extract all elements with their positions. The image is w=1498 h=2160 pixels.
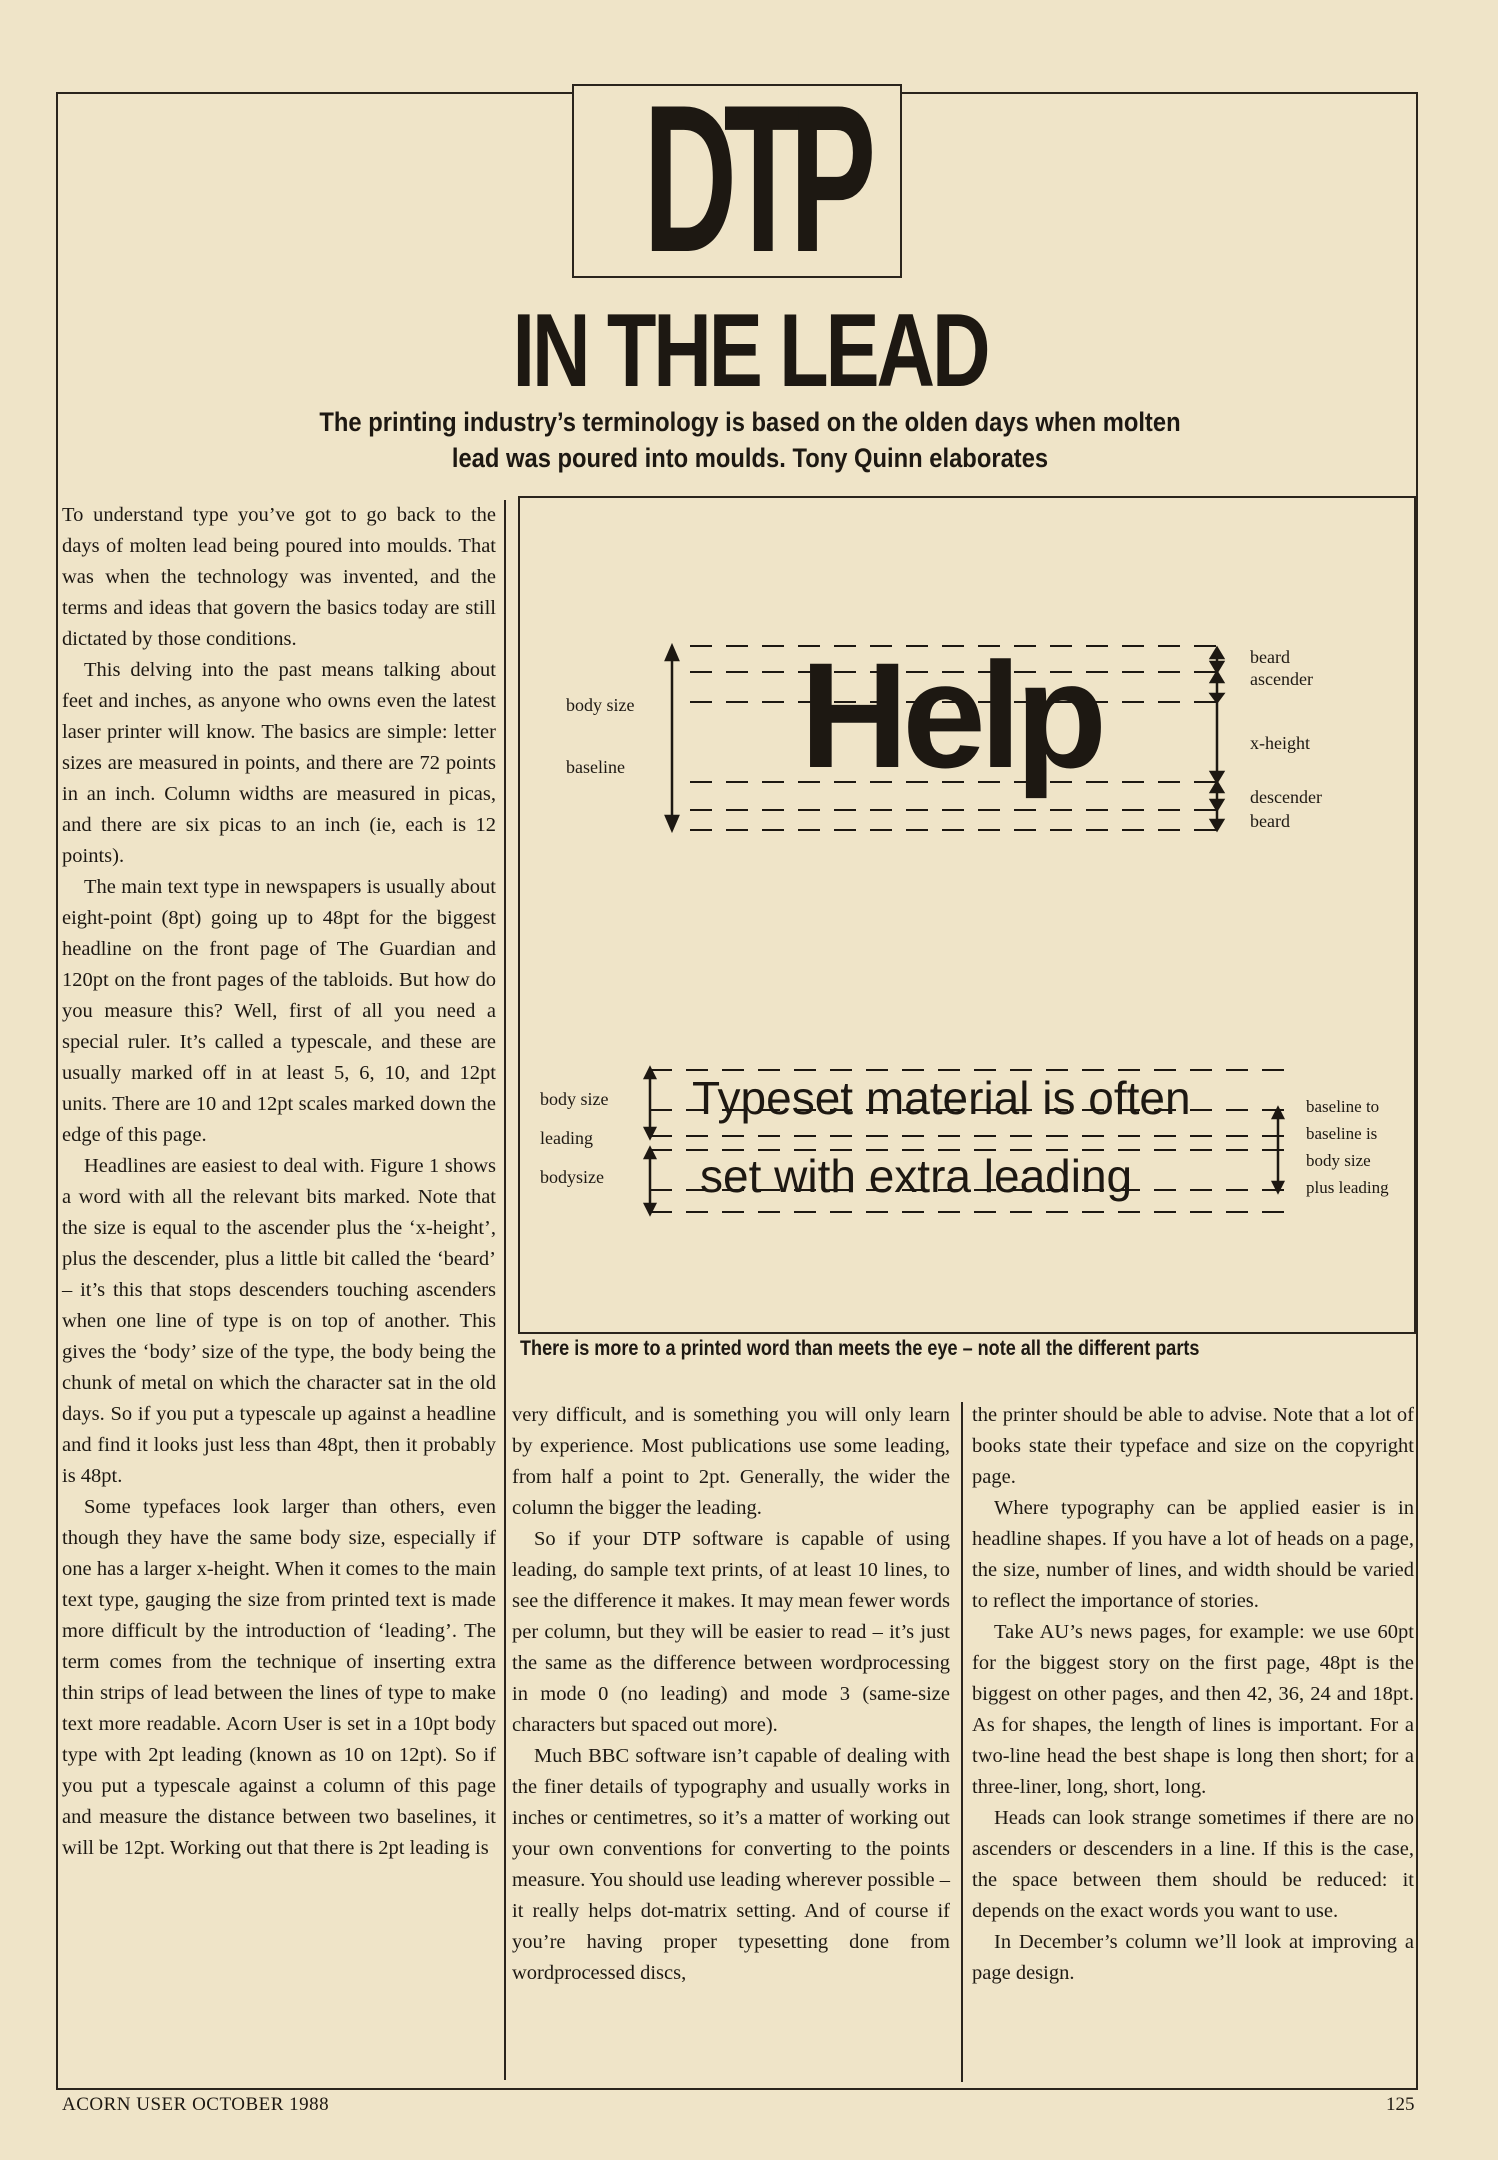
figure-label-ascender: ascender xyxy=(1250,669,1313,689)
paragraph: So if your DTP software is capable of using leading, do sample text prints, of at least 10 lines, to see the difference it makes. It may mean fewer words per column, but they will be easier to read – it’s just the same as the difference between wordprocessing in mode 0 (no leading) and mode 3 (same-size characters but spaced out more). xyxy=(512,1528,950,1736)
article-title: IN THE LEAD xyxy=(512,293,988,409)
standfirst: The printing industry’s terminology is based on the olden days when molten lead was poured into moulds. Tony Quinn elaborates xyxy=(319,407,1181,473)
figure-label-baseline: baseline xyxy=(566,757,625,777)
page-number: 125 xyxy=(1386,2094,1415,2115)
figure-label-beard-bottom: beard xyxy=(1250,811,1290,831)
paragraph: Where typography can be applied easier is in headline shapes. If you have a lot of heads on a page, the size, number of lines, and width should be varied to reflect the importance of stories. xyxy=(972,1497,1414,1612)
paragraph: Headlines are easiest to deal with. Figure 1 shows a word with all the relevant bits marked. Note that the size is equal to the ascender plus the ‘x-height’, plus the descender, plus a little bit called the ‘beard’ – it’s this that stops descenders touching ascenders when one line of type is on top of another. This gives the ‘body’ size of the type, the body being the chunk of metal on which the character sat in the old days. So if you put a typescale up against a headline and find it looks just less than 48pt, then it probably is 48pt. xyxy=(62,1155,496,1487)
figure-label-baseline-is: baseline is xyxy=(1306,1124,1378,1143)
figure-label-baseline-to: baseline to xyxy=(1306,1097,1380,1116)
figure-label-beard-top: beard xyxy=(1250,647,1290,667)
figure-line-2: set with extra leading xyxy=(700,1150,1133,1202)
figure-label-body-size-lower: body size xyxy=(540,1089,609,1109)
figure-label-bodysize: bodysize xyxy=(540,1167,604,1187)
figure-line-1: Typeset material is often xyxy=(692,1072,1191,1124)
paragraph: The main text type in newspapers is usually about eight-point (8pt) going up to 48pt for the biggest headline on the front page of The Guardian and 120pt on the front pages of the tabloids. But how do you measure this? Well, first of all you need a special ruler. It’s called a typescale, and these are usually marked off in at least 5, 6, 10, and 12pt units. There are 10 and 12pt scales marked down the edge of this page. xyxy=(62,876,496,1146)
kicker-heading: DTP xyxy=(643,61,863,296)
figure-label-x-height: x-height xyxy=(1250,733,1310,753)
figure-caption: There is more to a printed word than meets the eye – note all the different parts xyxy=(520,1337,1200,1360)
publication-footer: ACORN USER OCTOBER 1988 xyxy=(62,2094,330,2115)
paragraph: Much BBC software isn’t capable of dealing with the finer details of typography and usually works in inches or centimetres, so it’s a matter of working out your own conventions for converting to the points measure. You should use leading wherever possible – it really helps dot-matrix setting. And of course if you’re having proper typesetting done from wordprocessed discs, xyxy=(512,1745,950,1984)
paragraph: the printer should be able to advise. Note that a lot of books state their typeface and size on the copyright page. xyxy=(972,1404,1414,1488)
figure-label-plus-leading: plus leading xyxy=(1306,1178,1389,1197)
body-column-3 xyxy=(972,1400,1414,1989)
body-column-2 xyxy=(512,1400,950,1989)
figure-label-descender: descender xyxy=(1250,787,1322,807)
figure-label-leading: leading xyxy=(540,1128,593,1148)
paragraph: This delving into the past means talking about feet and inches, as anyone who owns even the latest laser printer will know. The basics are simple: letter sizes are measured in points, and there are 72 points in an inch. Column widths are measured in picas, and there are six picas to an inch (ie, each is 12 points). xyxy=(62,659,496,867)
paragraph: To understand type you’ve got to go back to the days of molten lead being poured into moulds. That was when the technology was invented, and the terms and ideas that govern the basics today are still dictated by those conditions. xyxy=(62,504,496,650)
figure-label-body-size-right: body size xyxy=(1306,1151,1371,1170)
paragraph: Some typefaces look larger than others, even though they have the same body size, especially if one has a larger x-height. When it comes to the main text type, gauging the size from printed text is made more difficult by the introduction of ‘leading’. The term comes from the technique of inserting extra thin strips of lead between the lines of type to make text more readable. Acorn User is set in a 10pt body type with 2pt leading (known as 10 on 12pt). So if you put a typescale against a column of this page and measure the distance between two baselines, it will be 12pt. Working out that there is 2pt leading is xyxy=(62,1496,496,1859)
figure-label-body-size: body size xyxy=(566,695,635,715)
column-divider xyxy=(961,1402,963,2082)
figure-help-word: Help xyxy=(800,631,1102,799)
paragraph: Heads can look strange sometimes if there are no ascenders or descenders in a line. If this is the case, the space between them should be reduced: it depends on the exact words you want to use. xyxy=(972,1807,1414,1922)
paragraph: In December’s column we’ll look at improving a page design. xyxy=(972,1931,1414,1984)
paragraph: Take AU’s news pages, for example: we use 60pt for the biggest story on the first page, 48pt is the biggest on other pages, and then 42, 36, 24 and 18pt. As for shapes, the length of lines is important. For a two-line head the best shape is long then short; for a three-liner, long, short, long. xyxy=(972,1621,1414,1798)
paragraph: very difficult, and is something you will only learn by experience. Most publications use some leading, from half a point to 2pt. Generally, the wider the column the bigger the leading. xyxy=(512,1404,950,1519)
